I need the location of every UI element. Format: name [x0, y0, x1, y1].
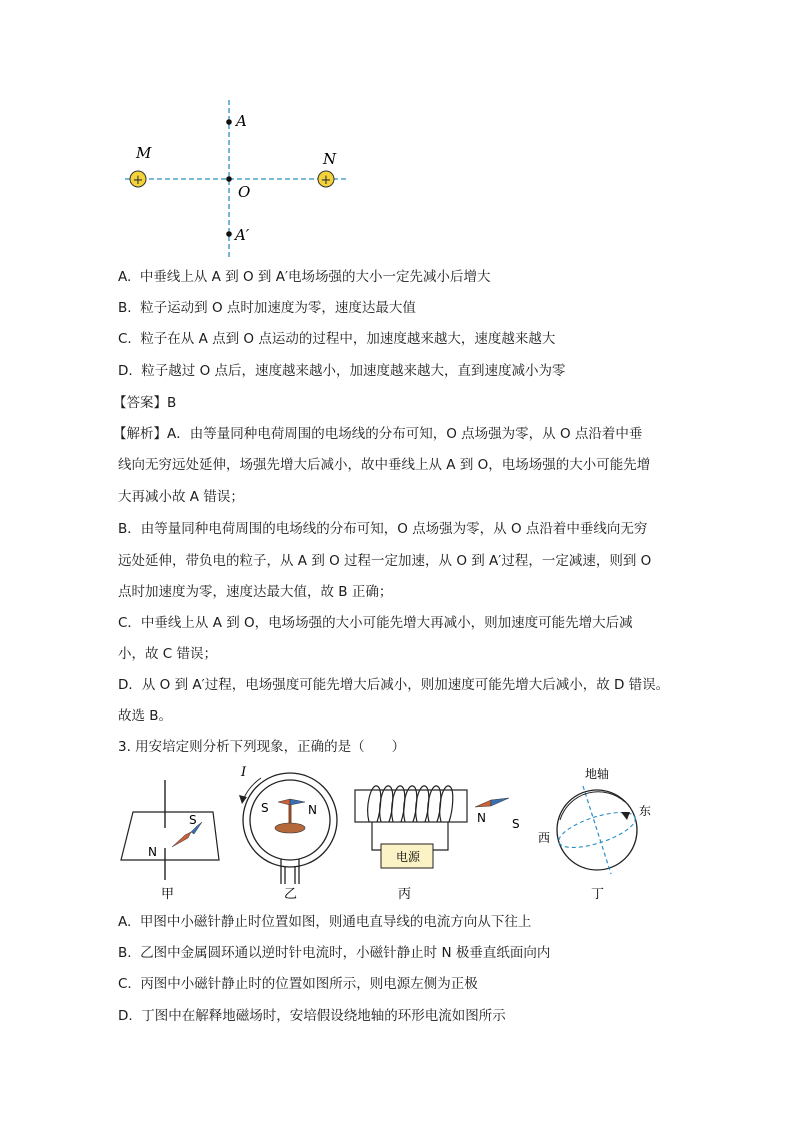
q2-option-c: C. 粒子在从 A 点到 O 点运动的过程中，加速度越来越大，速度越来越大 — [118, 331, 556, 347]
svg-text:S: S — [261, 801, 269, 815]
compass-needle — [475, 798, 509, 807]
solenoid-coil — [368, 786, 453, 822]
svg-text:N: N — [477, 811, 486, 825]
caption-ding: 丁 — [591, 887, 605, 902]
charge-M — [130, 171, 146, 188]
compass-on-stand — [275, 799, 305, 833]
svg-text:S: S — [512, 817, 520, 831]
label-O: O — [238, 183, 251, 201]
label-A: A — [236, 112, 247, 130]
q2-option-d: D. 粒子越过 O 点后，速度越来越小，加速度越来越大，直到速度减小为零 — [118, 363, 566, 379]
point-A-dot — [226, 119, 232, 125]
analysis-line: 远处延伸，带负电的粒子，从 A 到 O 过程一定加速，从 O 到 A′过程，一定减速，则到 O — [118, 553, 652, 569]
svg-text:I: I — [241, 765, 247, 780]
svg-text:电源: 电源 — [396, 850, 421, 864]
charge-N — [318, 171, 334, 188]
question-3-stem: 3. 用安培定则分析下列现象，正确的是（ ） — [118, 739, 406, 755]
analysis-line: 故选 B。 — [118, 708, 173, 724]
earth-axis — [583, 786, 611, 874]
analysis-line: C．中垂线上从 A 到 O，电场场强的大小可能先增大再减小，则加速度可能先增大后减 — [118, 615, 633, 631]
caption-yi: 乙 — [284, 887, 298, 902]
analysis-line: B．由等量同种电荷周围的电场线的分布可知，O 点场强为零，从 O 点沿着中垂线向无穷 — [118, 521, 648, 537]
analysis-line: D．从 O 到 A′过程，电场强度可能先增大后减小，则加速度可能先增大后减小，故 D 错误。 — [118, 677, 670, 693]
point-A-prime-dot — [226, 231, 232, 237]
svg-text:西: 西 — [538, 831, 551, 845]
q2-option-a: A. 中垂线上从 A 到 O 到 A′电场场强的大小一定先减小后增大 — [118, 269, 491, 285]
analysis-line: 线向无穷远处延伸，场强先增大后减小，故中垂线上从 A 到 O，电场场强的大小可能先增 — [118, 457, 651, 473]
analysis-line: 大再减小故 A 错误； — [118, 489, 244, 505]
svg-text:东: 东 — [639, 804, 652, 818]
compass-needle — [172, 822, 202, 847]
q3-option-a: A. 甲图中小磁针静止时位置如图，则通电直导线的电流方向从下往上 — [118, 914, 532, 930]
diagram-jia — [121, 780, 219, 902]
svg-text:S: S — [189, 813, 197, 827]
figure-charges-diagram — [115, 95, 365, 260]
diagram-bing — [355, 786, 520, 902]
q3-option-b: B. 乙图中金属圆环通以逆时针电流时，小磁针静止时 N 极垂直纸面向内 — [118, 945, 551, 961]
analysis-line: 点时加速度为零，速度达最大值，故 B 正确； — [118, 584, 393, 600]
q2-option-b: B. 粒子运动到 O 点时加速度为零，速度达最大值 — [118, 300, 416, 316]
q3-option-c: C. 丙图中小磁针静止时的位置如图所示，则电源左侧为正极 — [118, 976, 478, 992]
svg-text:N: N — [148, 845, 157, 859]
label-A-prime: A′ — [235, 226, 250, 244]
current-direction-arrow — [621, 812, 630, 820]
svg-text:+: + — [132, 173, 144, 188]
diagram-ding — [538, 766, 651, 902]
analysis-line: 小，故 C 错误； — [118, 646, 218, 662]
caption-jia: 甲 — [161, 887, 175, 902]
analysis-line: 【解析】A．由等量同种电荷周围的电场线的分布可知，O 点场强为零，从 O 点沿着中垂 — [113, 426, 643, 442]
figure-ampere-diagrams — [115, 762, 675, 902]
label-M: M — [136, 144, 152, 162]
svg-text:N: N — [308, 803, 317, 817]
svg-text:地轴: 地轴 — [585, 767, 610, 781]
caption-bing: 丙 — [398, 887, 412, 902]
svg-text:+: + — [320, 173, 332, 188]
point-O-dot — [226, 176, 232, 182]
q3-option-d: D. 丁图中在解释地磁场时，安培假设绕地轴的环形电流如图所示 — [118, 1008, 506, 1024]
answer-line: 【答案】B — [113, 395, 177, 411]
label-N: N — [323, 150, 337, 168]
diagram-yi — [239, 765, 337, 902]
